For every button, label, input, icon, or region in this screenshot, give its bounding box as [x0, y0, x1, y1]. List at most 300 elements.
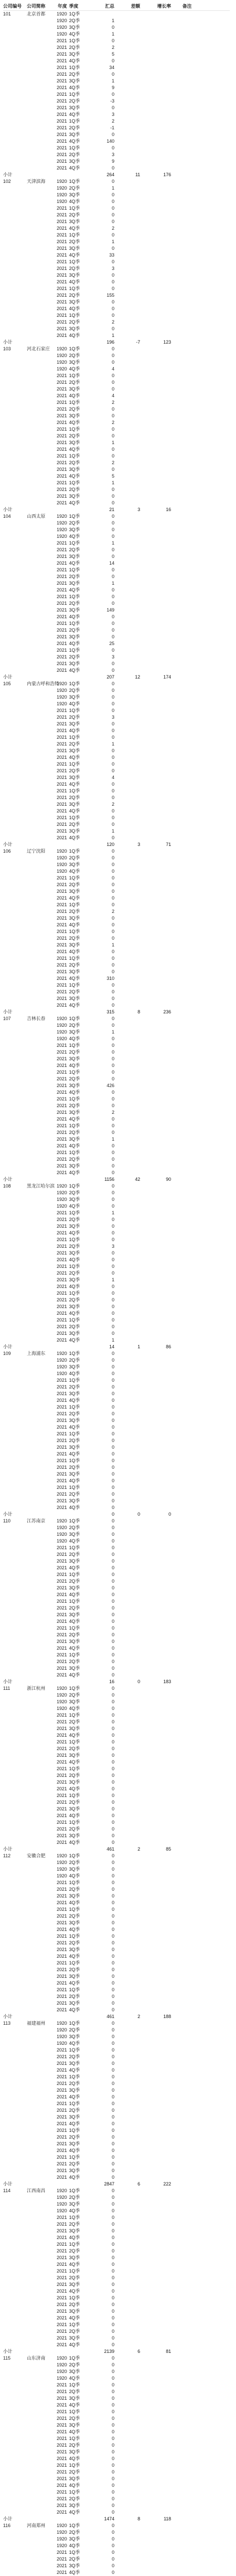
table-row — [3, 620, 230, 627]
table-row — [3, 2107, 230, 2114]
year-cell: 2021 — [56, 1565, 67, 1570]
subtotal-label: 小计 — [3, 172, 13, 177]
year-cell: 1920 — [56, 1351, 67, 1356]
value-cell: 0 — [111, 2556, 114, 2562]
year-cell: 2021 — [56, 1579, 67, 1584]
value-cell: 0 — [111, 1070, 114, 1075]
value-cell: 0 — [111, 1076, 114, 1081]
quarter-cell: 3Q季 — [69, 2503, 80, 2508]
year-cell: 2021 — [56, 2322, 67, 2327]
year-cell: 2021 — [56, 293, 67, 298]
quarter-cell: 3Q季 — [69, 1780, 80, 1785]
table-row — [3, 1558, 230, 1565]
value-cell: 0 — [111, 1518, 114, 1523]
table-row — [3, 754, 230, 761]
quarter-cell: 2Q季 — [69, 2161, 80, 2166]
year-cell: 2021 — [56, 2416, 67, 2421]
year-cell: 2021 — [56, 2134, 67, 2140]
subtotal-diff: 2 — [137, 2014, 140, 2019]
year-cell: 2021 — [56, 788, 67, 793]
value-cell: 0 — [111, 1766, 114, 1771]
table-row — [3, 654, 230, 660]
table-row — [3, 1049, 230, 1056]
table-row — [3, 1806, 230, 1812]
quarter-cell: 4Q季 — [69, 922, 80, 927]
table-row — [3, 1424, 230, 1431]
year-cell: 1920 — [56, 862, 67, 867]
year-cell: 2021 — [56, 1713, 67, 1718]
value-cell: 0 — [111, 2382, 114, 2387]
table-row — [3, 1170, 230, 1176]
table-row — [3, 2221, 230, 2228]
table-row — [3, 1946, 230, 1953]
subtotal-sum: 207 — [106, 674, 114, 680]
quarter-cell: 3Q季 — [69, 299, 80, 304]
value-cell: 0 — [111, 2168, 114, 2173]
table-row — [3, 928, 230, 935]
value-cell: 0 — [111, 2289, 114, 2294]
table-row — [3, 1190, 230, 1196]
year-cell: 2021 — [56, 1411, 67, 1416]
value-cell: 0 — [111, 989, 114, 994]
value-cell: 0 — [111, 1130, 114, 1135]
value-cell: 0 — [111, 1270, 114, 1276]
value-cell: 0 — [111, 2309, 114, 2314]
table-row — [3, 594, 230, 600]
value-cell: 0 — [111, 1974, 114, 1979]
value-cell: 0 — [111, 1257, 114, 1262]
quarter-cell: 3Q季 — [69, 1137, 80, 1142]
year-cell: 2021 — [56, 2101, 67, 2106]
year-cell: 2021 — [56, 1478, 67, 1483]
table-row — [3, 1444, 230, 1451]
table-row — [3, 105, 230, 111]
year-cell: 2021 — [56, 246, 67, 251]
quarter-cell: 2Q季 — [69, 1632, 80, 1637]
value-cell: 0 — [111, 2322, 114, 2327]
quarter-cell: 3Q季 — [69, 694, 80, 700]
year-cell: 2021 — [56, 540, 67, 546]
table-row — [3, 1417, 230, 1424]
value-cell: 0 — [111, 628, 114, 633]
year-cell: 2021 — [56, 2061, 67, 2066]
quarter-cell: 2Q季 — [69, 1940, 80, 1945]
value-cell: 0 — [111, 1304, 114, 1309]
quarter-cell: 3Q季 — [69, 862, 80, 867]
table-row — [3, 259, 230, 265]
year-cell: 2021 — [56, 1224, 67, 1229]
value-cell: 0 — [111, 1371, 114, 1376]
value-cell: 0 — [111, 494, 114, 499]
table-row — [3, 1565, 230, 1571]
value-cell: 0 — [111, 2456, 114, 2461]
table-row — [3, 413, 230, 419]
value-cell: 0 — [111, 2054, 114, 2059]
year-cell: 2021 — [56, 427, 67, 432]
year-cell: 2021 — [56, 2315, 67, 2320]
year-cell: 2021 — [56, 1887, 67, 1892]
year-cell: 2021 — [56, 1780, 67, 1785]
value-cell: 0 — [111, 1940, 114, 1945]
year-cell: 2021 — [56, 808, 67, 814]
value-cell: 0 — [111, 1558, 114, 1564]
year-cell: 2021 — [56, 1954, 67, 1959]
table-row — [3, 2161, 230, 2167]
subtotal-diff: 3 — [137, 842, 140, 847]
year-cell: 2021 — [56, 2001, 67, 2006]
quarter-cell: 1Q季 — [69, 453, 80, 459]
table-row — [3, 98, 230, 105]
year-cell: 2021 — [56, 1445, 67, 1450]
value-cell: 0 — [111, 467, 114, 472]
table-row — [3, 1149, 230, 1156]
year-cell: 2021 — [56, 433, 67, 438]
value-cell: 0 — [111, 1150, 114, 1155]
quarter-cell: 2Q季 — [69, 936, 80, 941]
table-row — [3, 2255, 230, 2261]
year-cell: 1920 — [56, 2208, 67, 2213]
table-row — [3, 352, 230, 359]
quarter-cell: 2Q季 — [69, 266, 80, 271]
quarter-cell: 3Q季 — [69, 105, 80, 110]
value-cell: 0 — [111, 2530, 114, 2535]
value-cell: 0 — [111, 1632, 114, 1637]
value-cell: 0 — [111, 1391, 114, 1396]
table-row — [3, 1859, 230, 1866]
table-row — [3, 1920, 230, 1926]
value-cell: 0 — [111, 1049, 114, 1055]
company-name: 黑龙江哈尔滨 — [27, 1183, 55, 1189]
quarter-cell: 3Q季 — [69, 527, 80, 532]
quarter-cell: 1Q季 — [69, 2021, 80, 2026]
subtotal-row — [3, 1511, 230, 1518]
value-cell: 0 — [111, 1123, 114, 1128]
value-cell: 0 — [111, 761, 114, 767]
year-cell: 2021 — [56, 2168, 67, 2173]
quarter-cell: 3Q季 — [69, 661, 80, 666]
value-cell: 0 — [111, 1465, 114, 1470]
quarter-cell: 4Q季 — [69, 561, 80, 566]
quarter-cell: 1Q季 — [69, 540, 80, 546]
year-cell: 2021 — [56, 2295, 67, 2300]
quarter-cell: 1Q季 — [69, 956, 80, 961]
value-cell: 1 — [111, 333, 114, 338]
subtotal-rate: 71 — [165, 842, 171, 847]
table-row — [3, 2362, 230, 2368]
year-cell: 2021 — [56, 2108, 67, 2113]
quarter-cell: 4Q季 — [69, 1873, 80, 1878]
value-cell: 0 — [111, 500, 114, 505]
quarter-cell: 2Q季 — [69, 1049, 80, 1055]
quarter-cell: 2Q季 — [69, 1438, 80, 1443]
year-cell: 2021 — [56, 728, 67, 733]
table-row — [3, 667, 230, 674]
table-row — [3, 1263, 230, 1270]
quarter-cell: 2Q季 — [69, 2134, 80, 2140]
header-quarter: 季度 — [69, 4, 79, 9]
table-row — [3, 252, 230, 259]
quarter-cell: 2Q季 — [69, 460, 80, 465]
quarter-cell: 4Q季 — [69, 641, 80, 646]
subtotal-label: 小计 — [3, 2181, 13, 2187]
quarter-cell: 2Q季 — [69, 1860, 80, 1865]
quarter-cell: 1Q季 — [69, 1820, 80, 1825]
value-cell: 0 — [111, 1492, 114, 1497]
table-row — [3, 2382, 230, 2388]
year-cell: 2021 — [56, 2556, 67, 2562]
table-row — [3, 1484, 230, 1491]
table-body — [3, 11, 230, 2576]
table-row — [3, 1498, 230, 1504]
table-row — [3, 1203, 230, 1210]
quarter-cell: 2Q季 — [69, 18, 80, 23]
quarter-cell: 2Q季 — [69, 2302, 80, 2307]
company-code: 102 — [3, 179, 11, 184]
quarter-cell: 4Q季 — [69, 755, 80, 760]
value-cell: 0 — [111, 1994, 114, 1999]
table-row — [3, 882, 230, 888]
year-cell: 2021 — [56, 1907, 67, 1912]
header-sum: 汇总 — [105, 4, 114, 9]
year-cell: 2021 — [56, 614, 67, 619]
subtotal-row — [3, 172, 230, 178]
value-cell: 0 — [111, 1612, 114, 1617]
table-row — [3, 1766, 230, 1772]
year-cell: 2021 — [56, 1652, 67, 1657]
quarter-cell: 2Q季 — [69, 962, 80, 968]
year-cell: 2021 — [56, 1237, 67, 1242]
table-row — [3, 2476, 230, 2482]
quarter-cell: 4Q季 — [69, 2262, 80, 2267]
quarter-cell: 3Q季 — [69, 25, 80, 30]
subtotal-rate: 236 — [163, 1009, 171, 1014]
table-row — [3, 1277, 230, 1283]
year-cell: 2021 — [56, 1451, 67, 1456]
table-row — [3, 24, 230, 31]
quarter-cell: 1Q季 — [69, 179, 80, 184]
quarter-cell: 2Q季 — [69, 2222, 80, 2227]
year-cell: 2021 — [56, 72, 67, 77]
quarter-cell: 1Q季 — [69, 1404, 80, 1410]
table-row — [3, 118, 230, 125]
quarter-cell: 1Q季 — [69, 65, 80, 70]
table-row — [3, 486, 230, 493]
table-row — [3, 2241, 230, 2248]
quarter-cell: 1Q季 — [69, 648, 80, 653]
year-cell: 2021 — [56, 406, 67, 412]
value-cell: 0 — [111, 2242, 114, 2247]
year-cell: 2021 — [56, 1471, 67, 1477]
quarter-cell: 3Q季 — [69, 802, 80, 807]
year-cell: 2021 — [56, 1458, 67, 1463]
value-cell: 310 — [106, 976, 114, 981]
company-name: 山东济南 — [27, 2355, 46, 2361]
value-cell: 0 — [111, 2543, 114, 2548]
quarter-cell: 1Q季 — [69, 2523, 80, 2528]
quarter-cell: 2Q季 — [69, 1773, 80, 1778]
table-row — [3, 607, 230, 614]
subtotal-row — [3, 506, 230, 513]
value-cell: 0 — [111, 1505, 114, 1510]
value-cell: 0 — [111, 58, 114, 63]
year-cell: 2021 — [56, 52, 67, 57]
value-cell: 0 — [111, 1733, 114, 1738]
value-cell: 0 — [111, 2536, 114, 2541]
year-cell: 2021 — [56, 1940, 67, 1945]
value-cell: 0 — [111, 299, 114, 304]
year-cell: 2021 — [56, 2248, 67, 2253]
table-row — [3, 1879, 230, 1886]
quarter-cell: 1Q季 — [69, 1378, 80, 1383]
value-cell: 0 — [111, 1358, 114, 1363]
value-cell: 0 — [111, 25, 114, 30]
quarter-cell: 1Q季 — [69, 2322, 80, 2327]
table-row — [3, 2201, 230, 2208]
year-cell: 2021 — [56, 1927, 67, 1932]
value-cell: 0 — [111, 1686, 114, 1691]
value-cell: 0 — [111, 1793, 114, 1798]
quarter-cell: 2Q季 — [69, 2496, 80, 2501]
quarter-cell: 1Q季 — [69, 929, 80, 934]
quarter-cell: 2Q季 — [69, 520, 80, 526]
table-row — [3, 1578, 230, 1585]
quarter-cell: 4Q季 — [69, 2094, 80, 2099]
value-cell: 0 — [111, 2134, 114, 2140]
subtotal-label: 小计 — [3, 1344, 13, 1349]
value-cell: 33 — [109, 252, 114, 258]
quarter-cell: 2Q季 — [69, 185, 80, 191]
year-cell: 2021 — [56, 1123, 67, 1128]
table-row — [3, 1672, 230, 1679]
value-cell: -3 — [110, 98, 114, 104]
table-row — [3, 1638, 230, 1645]
value-cell: 0 — [111, 1927, 114, 1932]
quarter-cell: 4Q季 — [69, 1398, 80, 1403]
year-cell: 2021 — [56, 2121, 67, 2126]
quarter-cell: 2Q季 — [69, 628, 80, 633]
table-row — [3, 2020, 230, 2027]
quarter-cell: 2Q季 — [69, 1076, 80, 1081]
table-row — [3, 2409, 230, 2415]
quarter-cell: 1Q季 — [69, 1043, 80, 1048]
quarter-cell: 2Q季 — [69, 1130, 80, 1135]
quarter-cell: 2Q季 — [69, 1190, 80, 1195]
table-row — [3, 466, 230, 473]
table-row — [3, 1873, 230, 1879]
quarter-cell: 1Q季 — [69, 2268, 80, 2274]
quarter-cell: 3Q季 — [69, 52, 80, 57]
quarter-cell: 4Q季 — [69, 1371, 80, 1376]
value-cell: 0 — [111, 1786, 114, 1791]
quarter-cell: 4Q季 — [69, 85, 80, 90]
table-row — [3, 1324, 230, 1330]
year-cell: 2021 — [56, 909, 67, 914]
year-cell: 2021 — [56, 1049, 67, 1055]
table-row — [3, 1779, 230, 1786]
year-cell: 1920 — [56, 2355, 67, 2361]
quarter-cell: 2Q季 — [69, 1217, 80, 1222]
value-cell: 0 — [111, 1967, 114, 1972]
subtotal-diff: 11 — [135, 172, 140, 177]
value-cell: 0 — [111, 1746, 114, 1751]
table-row — [3, 1210, 230, 1216]
year-cell: 2021 — [56, 45, 67, 50]
value-cell: 0 — [111, 427, 114, 432]
year-cell: 2021 — [56, 1558, 67, 1564]
table-row — [3, 2569, 230, 2576]
year-cell: 2021 — [56, 2510, 67, 2515]
quarter-cell: 1Q季 — [69, 1150, 80, 1155]
quarter-cell: 1Q季 — [69, 1485, 80, 1490]
value-cell: 0 — [111, 2282, 114, 2287]
value-cell: 4 — [111, 775, 114, 780]
year-cell: 2021 — [56, 333, 67, 338]
table-row — [3, 1632, 230, 1638]
table-row — [3, 2543, 230, 2549]
table-row — [3, 2449, 230, 2455]
year-cell: 2021 — [56, 2289, 67, 2294]
year-cell: 2021 — [56, 1659, 67, 1664]
value-cell: 0 — [111, 1873, 114, 1878]
value-cell: 0 — [111, 346, 114, 351]
table-row — [3, 2395, 230, 2402]
year-cell: 1920 — [56, 1190, 67, 1195]
quarter-cell: 4Q季 — [69, 1980, 80, 1986]
year-cell: 1920 — [56, 353, 67, 358]
quarter-cell: 3Q季 — [69, 2476, 80, 2481]
company-name: 河北石家庄 — [27, 346, 50, 351]
table-row — [3, 2315, 230, 2321]
year-cell: 2021 — [56, 621, 67, 626]
quarter-cell: 3Q季 — [69, 2228, 80, 2233]
table-row — [3, 627, 230, 634]
table-row — [3, 111, 230, 118]
subtotal-rate: 86 — [165, 1344, 171, 1349]
value-cell: 0 — [111, 795, 114, 800]
year-cell: 2021 — [56, 2081, 67, 2086]
quarter-cell: 3Q季 — [69, 1056, 80, 1061]
table-row — [3, 2388, 230, 2395]
subtotal-diff: 3 — [137, 507, 140, 512]
quarter-cell: 3Q季 — [69, 467, 80, 472]
year-cell: 2021 — [56, 1003, 67, 1008]
year-cell: 2021 — [56, 1465, 67, 1470]
value-cell: 0 — [111, 1431, 114, 1436]
quarter-cell: 4Q季 — [69, 1672, 80, 1677]
year-cell: 2021 — [56, 2094, 67, 2099]
value-cell: 1 — [111, 741, 114, 747]
value-cell: 1 — [111, 239, 114, 244]
value-cell: 0 — [111, 1706, 114, 1711]
table-row — [3, 312, 230, 319]
quarter-cell: 3Q季 — [69, 1558, 80, 1564]
table-row — [3, 332, 230, 339]
year-cell: 1920 — [56, 1860, 67, 1865]
table-row — [3, 520, 230, 527]
value-cell: 1 — [111, 581, 114, 586]
value-cell: 0 — [111, 165, 114, 171]
year-cell: 1920 — [56, 1873, 67, 1878]
subtotal-sum: 2847 — [104, 2181, 114, 2187]
year-cell: 2021 — [56, 1130, 67, 1135]
value-cell: 0 — [111, 2188, 114, 2193]
table-row — [3, 1833, 230, 1839]
value-cell: 0 — [111, 1250, 114, 1256]
value-cell: 0 — [111, 1291, 114, 1296]
table-row — [3, 1370, 230, 1377]
table-row — [3, 2194, 230, 2201]
quarter-cell: 2Q季 — [69, 1157, 80, 1162]
